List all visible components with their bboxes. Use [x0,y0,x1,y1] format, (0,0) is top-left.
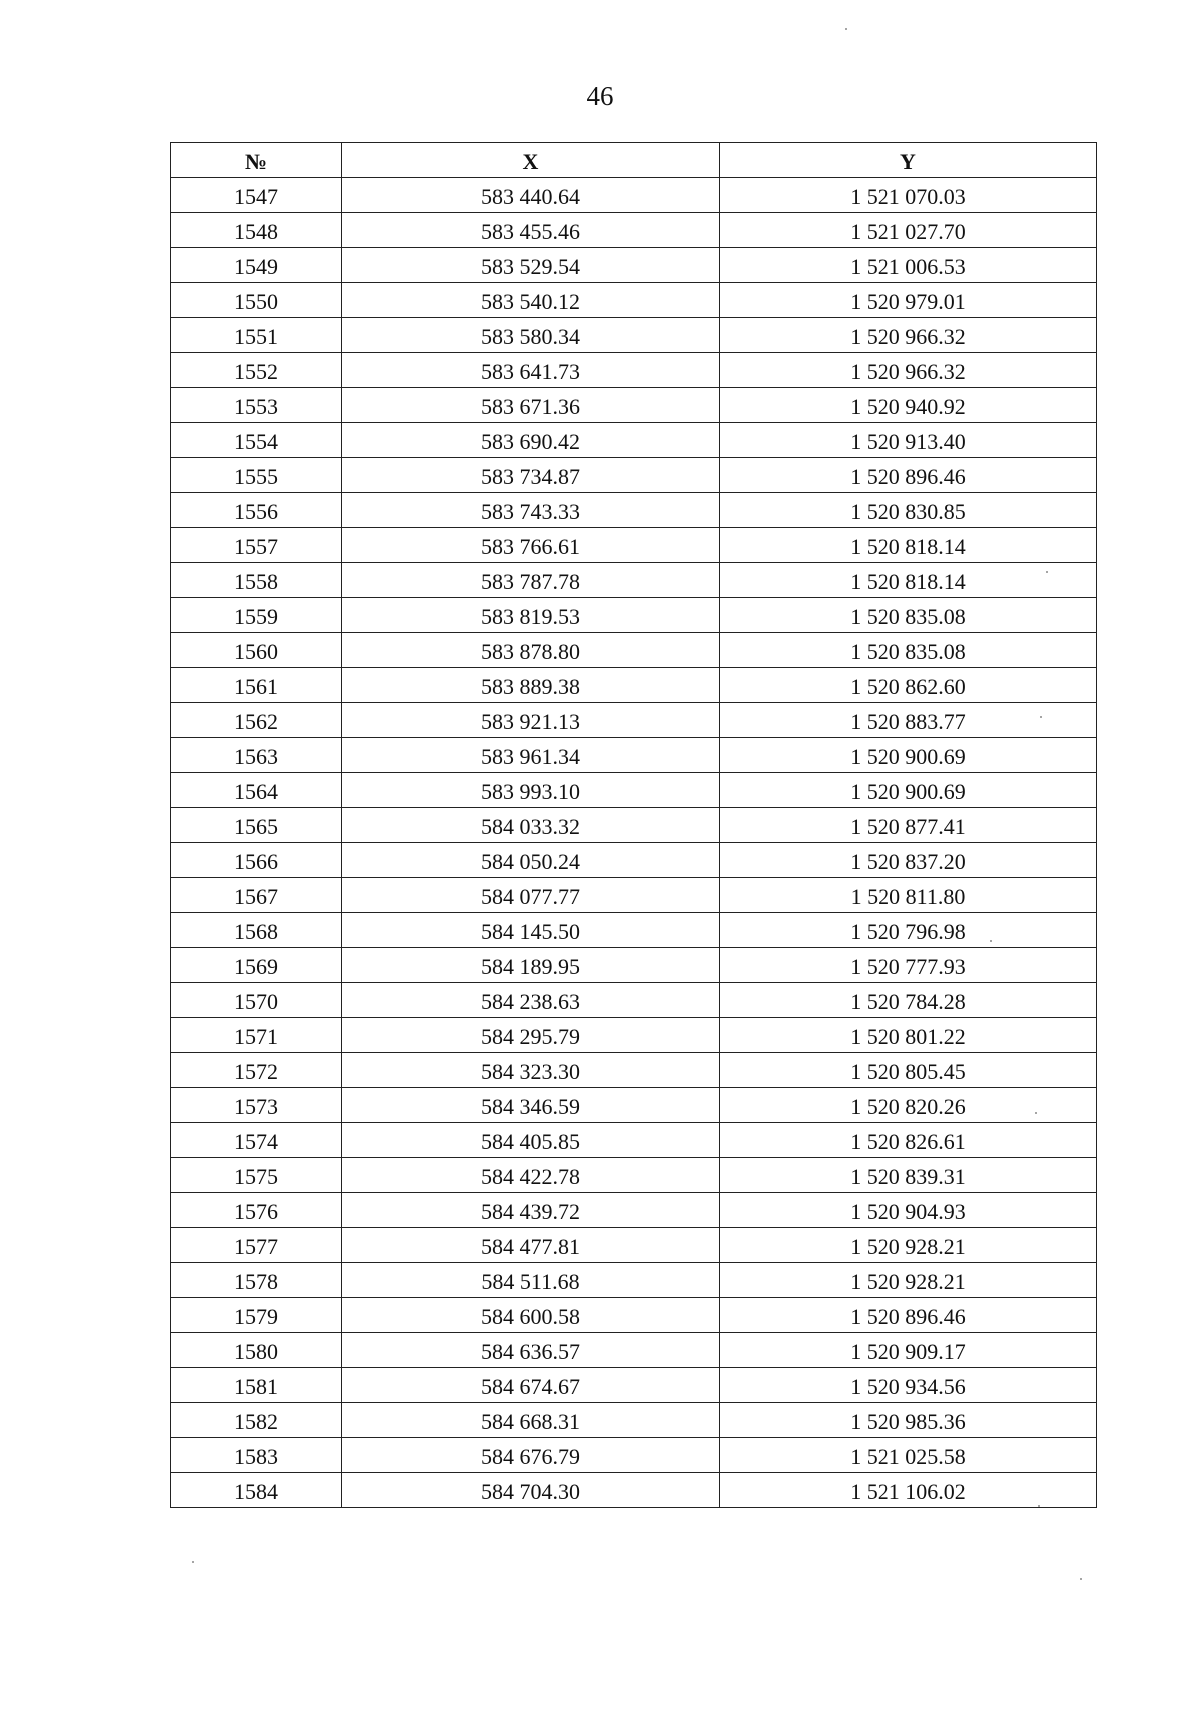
table-row [171,563,1097,598]
table-row [171,388,1097,423]
cell-number: 1552 [171,353,342,388]
cell-y: 1 520 966.32 [720,353,1097,388]
cell-x: 583 878.80 [342,633,720,668]
scan-speck [1046,571,1048,573]
cell-number: 1580 [171,1333,342,1368]
cell-x: 584 323.30 [342,1053,720,1088]
cell-number: 1570 [171,983,342,1018]
cell-x: 584 668.31 [342,1403,720,1438]
cell-x: 583 440.64 [342,178,720,213]
table-row [171,878,1097,913]
cell-y: 1 520 818.14 [720,528,1097,563]
cell-number: 1561 [171,668,342,703]
cell-x: 583 743.33 [342,493,720,528]
table-row [171,1263,1097,1298]
header-row [171,143,1097,178]
cell-y: 1 520 909.17 [720,1333,1097,1368]
table-row [171,458,1097,493]
cell-number: 1560 [171,633,342,668]
cell-number: 1574 [171,1123,342,1158]
cell-x: 583 889.38 [342,668,720,703]
table-row [171,843,1097,878]
cell-x: 584 600.58 [342,1298,720,1333]
scan-speck [990,940,992,942]
cell-y: 1 520 900.69 [720,738,1097,773]
cell-x: 584 346.59 [342,1088,720,1123]
coordinates-table [170,142,1097,1508]
cell-y: 1 520 985.36 [720,1403,1097,1438]
cell-y: 1 520 818.14 [720,563,1097,598]
cell-number: 1576 [171,1193,342,1228]
cell-number: 1584 [171,1473,342,1508]
cell-x: 584 674.67 [342,1368,720,1403]
cell-y: 1 521 027.70 [720,213,1097,248]
table-row [171,248,1097,283]
table-row [171,1333,1097,1368]
cell-number: 1566 [171,843,342,878]
scan-speck [845,28,847,30]
cell-y: 1 521 070.03 [720,178,1097,213]
table-row [171,983,1097,1018]
page-number: 46 [586,81,614,111]
cell-number: 1564 [171,773,342,808]
cell-x: 583 641.73 [342,353,720,388]
cell-y: 1 520 928.21 [720,1263,1097,1298]
cell-number: 1571 [171,1018,342,1053]
cell-number: 1567 [171,878,342,913]
cell-y: 1 520 900.69 [720,773,1097,808]
cell-number: 1558 [171,563,342,598]
scan-speck [1038,1505,1040,1507]
cell-number: 1565 [171,808,342,843]
cell-y: 1 520 940.92 [720,388,1097,423]
cell-y: 1 520 830.85 [720,493,1097,528]
table-row [171,1473,1097,1508]
cell-x: 583 766.61 [342,528,720,563]
cell-y: 1 520 835.08 [720,598,1097,633]
cell-x: 583 690.42 [342,423,720,458]
table-row [171,1403,1097,1438]
cell-x: 584 033.32 [342,808,720,843]
cell-number: 1575 [171,1158,342,1193]
table-row [171,913,1097,948]
cell-number: 1559 [171,598,342,633]
cell-y: 1 520 979.01 [720,283,1097,318]
table-row [171,353,1097,388]
cell-number: 1573 [171,1088,342,1123]
cell-y: 1 520 966.32 [720,318,1097,353]
cell-x: 584 511.68 [342,1263,720,1298]
cell-y: 1 521 006.53 [720,248,1097,283]
cell-x: 583 529.54 [342,248,720,283]
cell-y: 1 520 839.31 [720,1158,1097,1193]
cell-x: 584 422.78 [342,1158,720,1193]
cell-y: 1 520 928.21 [720,1228,1097,1263]
cell-y: 1 520 883.77 [720,703,1097,738]
cell-number: 1548 [171,213,342,248]
table-header [171,143,1097,178]
cell-number: 1551 [171,318,342,353]
table-row [171,1368,1097,1403]
cell-x: 583 819.53 [342,598,720,633]
cell-y: 1 520 877.41 [720,808,1097,843]
cell-x: 584 676.79 [342,1438,720,1473]
cell-number: 1549 [171,248,342,283]
table-row [171,528,1097,563]
cell-y: 1 520 835.08 [720,633,1097,668]
scan-speck [1040,716,1042,718]
cell-number: 1581 [171,1368,342,1403]
cell-number: 1569 [171,948,342,983]
header-number: № [171,143,342,178]
cell-x: 583 580.34 [342,318,720,353]
table-row [171,1158,1097,1193]
cell-y: 1 520 862.60 [720,668,1097,703]
cell-number: 1578 [171,1263,342,1298]
cell-y: 1 520 805.45 [720,1053,1097,1088]
cell-x: 584 050.24 [342,843,720,878]
cell-number: 1568 [171,913,342,948]
table-row [171,773,1097,808]
table-row [171,1088,1097,1123]
cell-x: 583 993.10 [342,773,720,808]
cell-number: 1579 [171,1298,342,1333]
cell-number: 1555 [171,458,342,493]
cell-x: 583 455.46 [342,213,720,248]
scan-speck [1035,1112,1037,1114]
table-row [171,423,1097,458]
table-row [171,808,1097,843]
cell-x: 583 540.12 [342,283,720,318]
scan-speck [1080,1578,1082,1580]
cell-y: 1 520 820.26 [720,1088,1097,1123]
cell-number: 1556 [171,493,342,528]
cell-number: 1577 [171,1228,342,1263]
cell-x: 584 189.95 [342,948,720,983]
cell-y: 1 520 896.46 [720,458,1097,493]
cell-y: 1 520 934.56 [720,1368,1097,1403]
table-row [171,738,1097,773]
cell-y: 1 520 904.93 [720,1193,1097,1228]
cell-x: 583 671.36 [342,388,720,423]
cell-x: 584 439.72 [342,1193,720,1228]
cell-y: 1 520 826.61 [720,1123,1097,1158]
table-row [171,178,1097,213]
cell-y: 1 520 811.80 [720,878,1097,913]
table-row [171,1053,1097,1088]
table-row [171,1123,1097,1158]
cell-y: 1 520 801.22 [720,1018,1097,1053]
cell-number: 1554 [171,423,342,458]
table-row [171,1228,1097,1263]
header-x: X [342,143,720,178]
cell-x: 584 704.30 [342,1473,720,1508]
cell-x: 584 077.77 [342,878,720,913]
cell-y: 1 520 777.93 [720,948,1097,983]
table-row [171,283,1097,318]
cell-number: 1572 [171,1053,342,1088]
cell-y: 1 520 913.40 [720,423,1097,458]
cell-number: 1582 [171,1403,342,1438]
cell-y: 1 521 106.02 [720,1473,1097,1508]
cell-x: 584 238.63 [342,983,720,1018]
cell-x: 584 405.85 [342,1123,720,1158]
table-row [171,213,1097,248]
table-row [171,703,1097,738]
cell-y: 1 520 796.98 [720,913,1097,948]
table-row [171,668,1097,703]
cell-x: 584 295.79 [342,1018,720,1053]
cell-number: 1583 [171,1438,342,1473]
cell-number: 1553 [171,388,342,423]
cell-x: 584 636.57 [342,1333,720,1368]
scan-speck [192,1561,194,1563]
cell-x: 584 477.81 [342,1228,720,1263]
table-row [171,493,1097,528]
cell-x: 583 921.13 [342,703,720,738]
cell-x: 584 145.50 [342,913,720,948]
cell-y: 1 520 784.28 [720,983,1097,1018]
cell-y: 1 520 837.20 [720,843,1097,878]
header-y: Y [720,143,1097,178]
table-row [171,598,1097,633]
cell-number: 1550 [171,283,342,318]
table-row [171,1438,1097,1473]
cell-x: 583 787.78 [342,563,720,598]
cell-y: 1 520 896.46 [720,1298,1097,1333]
cell-y: 1 521 025.58 [720,1438,1097,1473]
table-row [171,318,1097,353]
table-row [171,1193,1097,1228]
cell-number: 1557 [171,528,342,563]
table-row [171,1018,1097,1053]
cell-x: 583 961.34 [342,738,720,773]
cell-x: 583 734.87 [342,458,720,493]
table-row [171,948,1097,983]
table-row [171,633,1097,668]
table-body [171,178,1097,1508]
cell-number: 1563 [171,738,342,773]
cell-number: 1547 [171,178,342,213]
cell-number: 1562 [171,703,342,738]
table-row [171,1298,1097,1333]
